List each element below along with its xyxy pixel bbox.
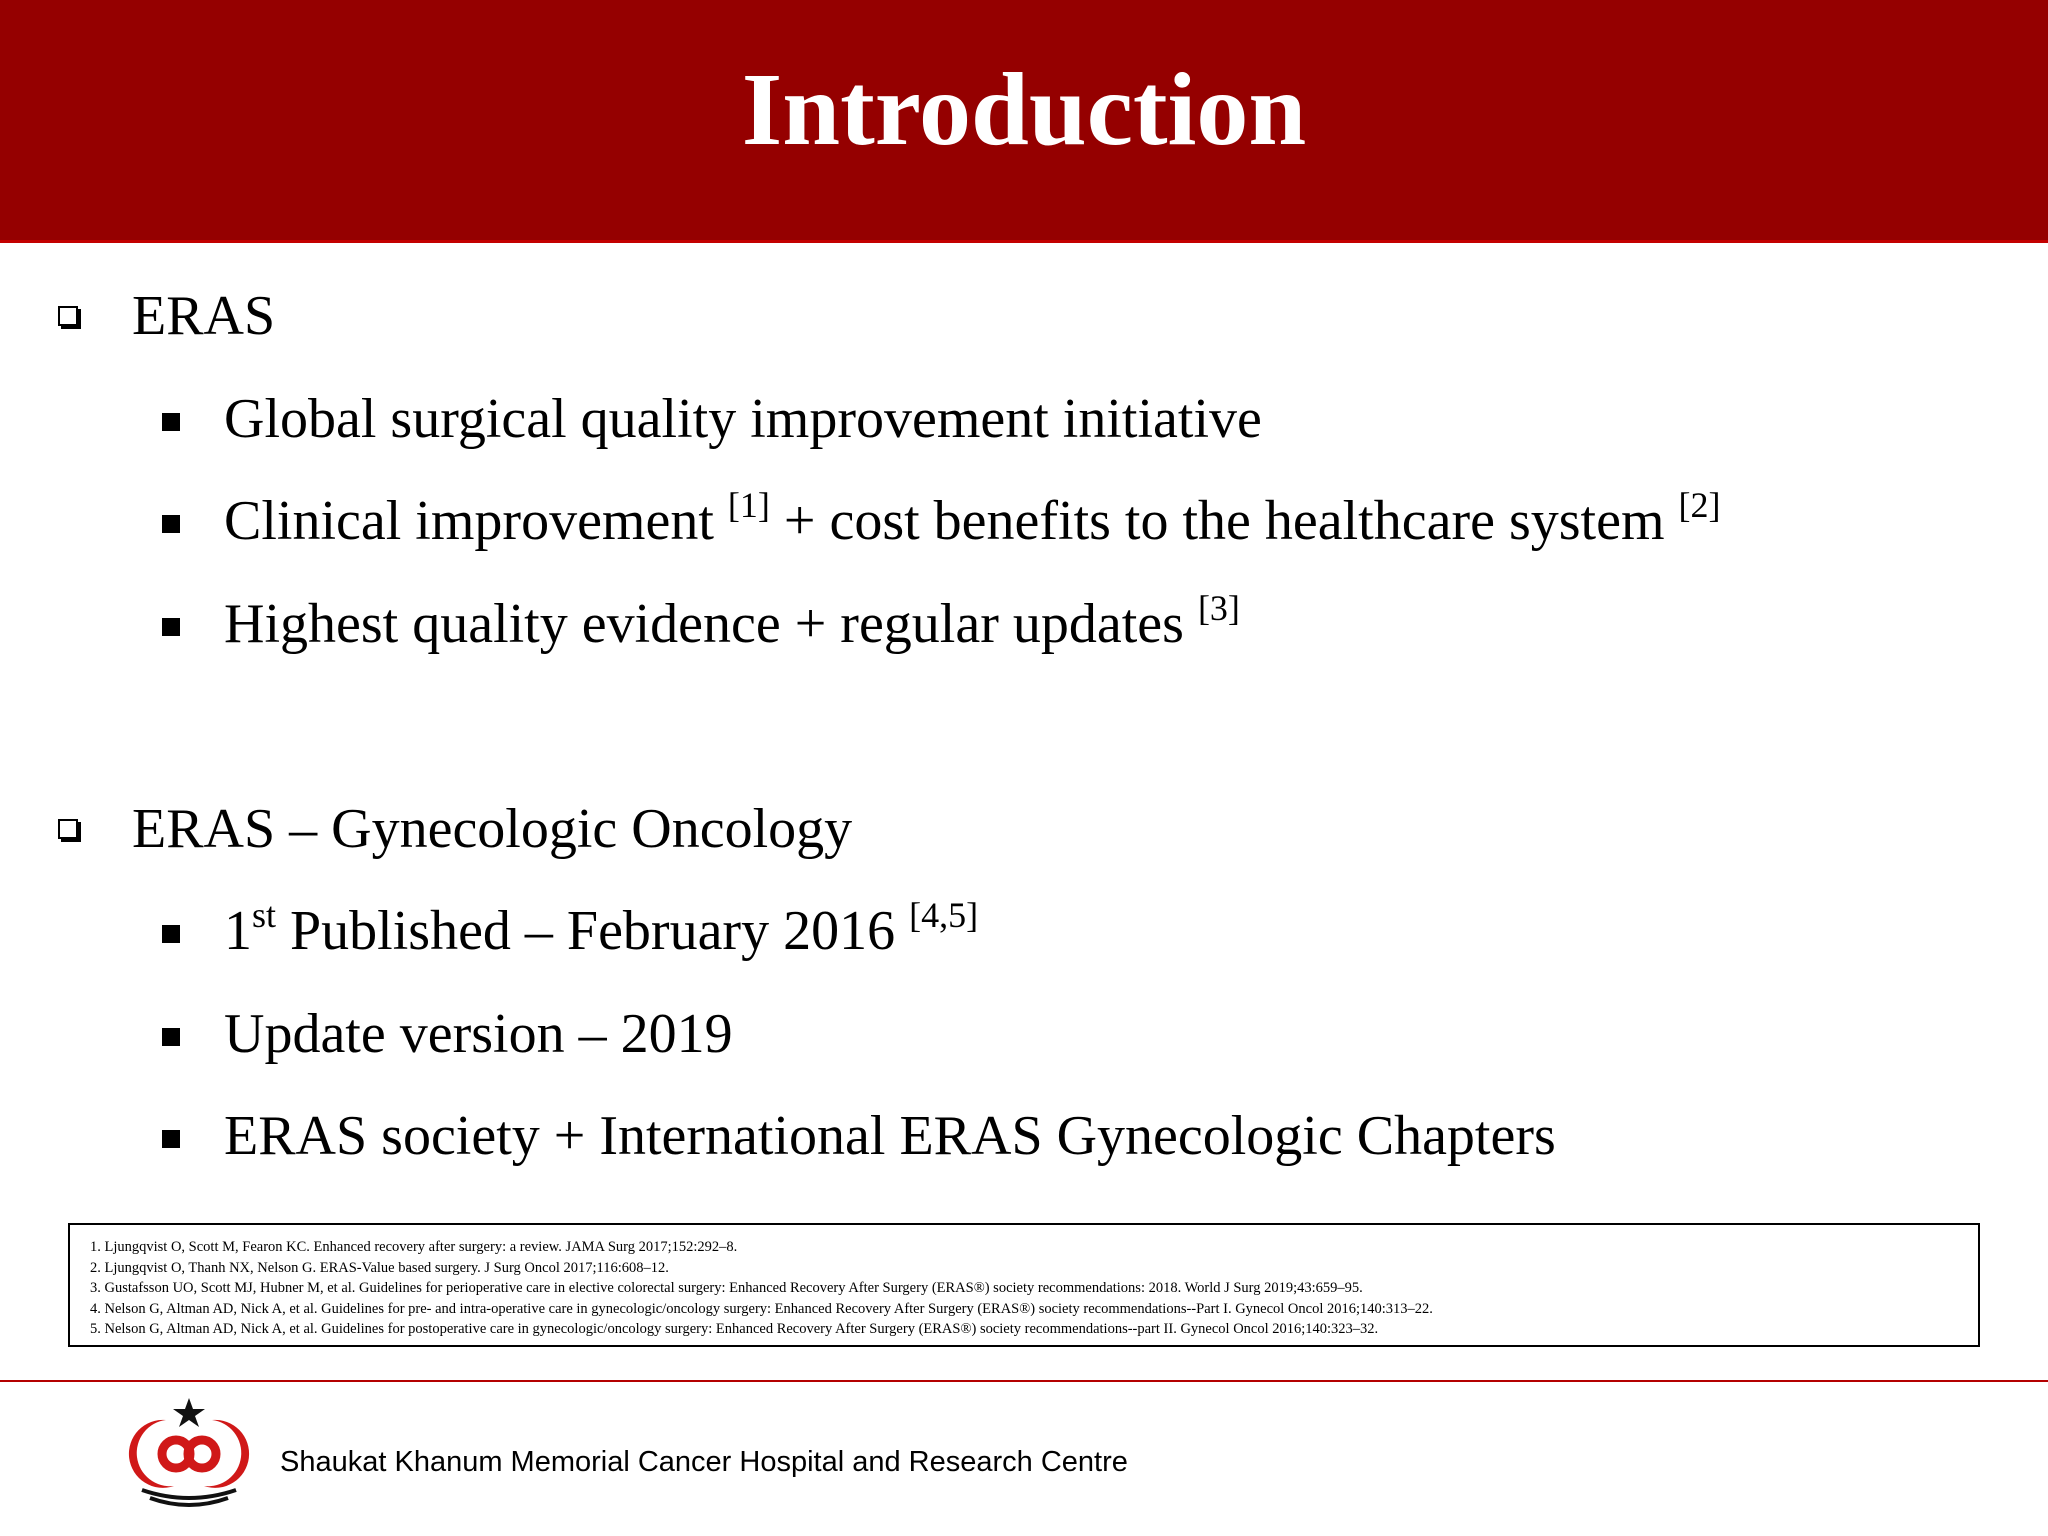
- list-item-text-part: Published – February 2016: [276, 900, 910, 962]
- base-stripe-icon: [142, 1490, 236, 1498]
- citation-ref: [3]: [1197, 588, 1240, 628]
- star-icon: [173, 1398, 205, 1427]
- reference-item: 4. Nelson G, Altman AD, Nick A, et al. Guidelines for pre- and intra-operative care in gynecologic/oncology surgery: Enhanced Recovery After Surgery (ERAS®) society recommendations--Part I. Gynecol Oncol 2016;140:313–22.: [90, 1300, 1433, 1317]
- hollow-square-bullet-icon: [58, 819, 78, 839]
- filled-square-bullet-icon: [162, 925, 180, 943]
- ordinal-suffix: st: [252, 895, 277, 935]
- filled-square-bullet-icon: [162, 1028, 180, 1046]
- hospital-name: Shaukat Khanum Memorial Cancer Hospital and Research Centre: [280, 1446, 1128, 1478]
- list-item-number: 1: [224, 900, 252, 962]
- reference-item: 3. Gustafsson UO, Scott MJ, Hubner M, et al. Guidelines for perioperative care in elective colorectal surgery: Enhanced Recovery After Surgery (ERAS®) society recommendations: 2018. World J Surg 2019;43:659–95.: [90, 1280, 1363, 1296]
- list-item-text: Global surgical quality improvement initiative: [224, 388, 1262, 450]
- title-bar: [0, 0, 2048, 243]
- list-item-text-part: Highest quality evidence + regular updates: [224, 593, 1198, 655]
- reference-item: 5. Nelson G, Altman AD, Nick A, et al. Guidelines for postoperative care in gynecologic/oncology surgery: Enhanced Recovery After Surgery (ERAS®) society recommendations--part II. Gynecol Oncol 2016;140:323–32.: [90, 1321, 1379, 1337]
- citation-ref: [2]: [1678, 485, 1721, 525]
- left-crescent-icon: [129, 1420, 174, 1488]
- filled-square-bullet-icon: [162, 1130, 180, 1148]
- citation-ref: [4,5]: [909, 895, 979, 935]
- list-item-text: [224, 485, 1721, 553]
- reference-item: 1. Ljungqvist O, Scott M, Fearon KC. Enhanced recovery after surgery: a review. JAMA Surg 2017;152:292–8.: [90, 1239, 738, 1255]
- filled-square-bullet-icon: [162, 618, 180, 636]
- list-item-text: [224, 895, 979, 963]
- citation-ref: [1]: [727, 485, 770, 525]
- footer-divider: [0, 1380, 2048, 1382]
- references-box: [68, 1223, 1980, 1347]
- hollow-square-bullet-icon: [58, 306, 78, 326]
- filled-square-bullet-icon: [162, 515, 180, 533]
- section-heading-text: ERAS: [132, 285, 276, 347]
- list-item-text: [224, 588, 1240, 656]
- section-heading-text: ERAS – Gynecologic Oncology: [132, 798, 853, 860]
- right-crescent-icon: [204, 1420, 249, 1488]
- list-item-text: ERAS society + International ERAS Gynecologic Chapters: [224, 1105, 1556, 1167]
- right-ring-icon: [188, 1440, 216, 1468]
- list-item-text-part: Clinical improvement: [224, 490, 728, 552]
- list-item-text: Update version – 2019: [224, 1003, 733, 1065]
- hospital-logo-icon: [114, 1398, 264, 1508]
- filled-square-bullet-icon: [162, 413, 180, 431]
- reference-item: 2. Ljungqvist O, Thanh NX, Nelson G. ERAS-Value based surgery. J Surg Oncol 2017;116:608–12.: [90, 1259, 669, 1276]
- slide-title: Introduction: [741, 52, 1307, 167]
- list-item-text-part: + cost benefits to the healthcare system: [769, 490, 1679, 552]
